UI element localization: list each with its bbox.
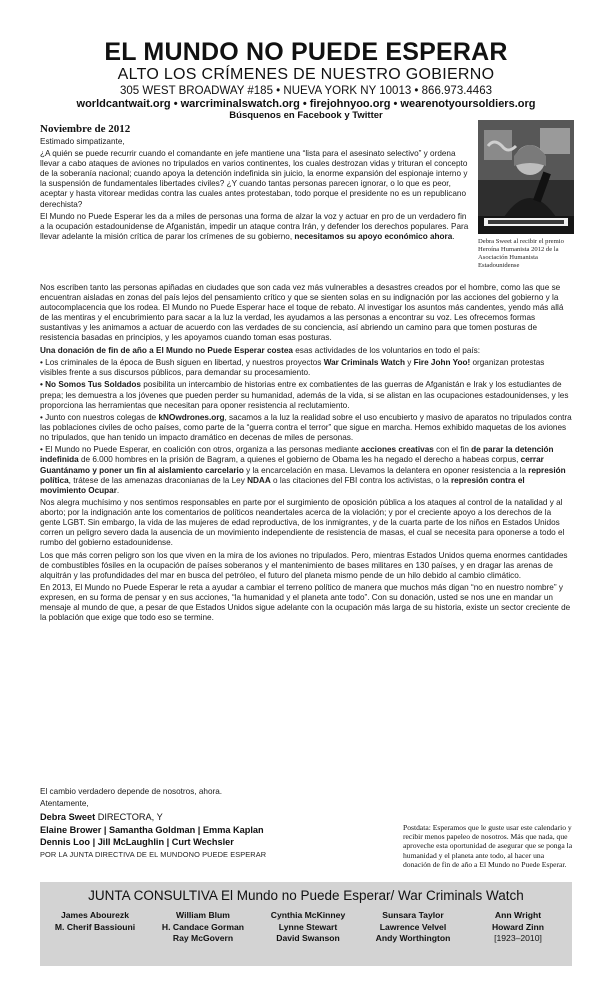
speaker-photo [478,120,574,234]
letter-date: Noviembre de 2012 [40,123,131,135]
page-title: EL MUNDO NO PUEDE ESPERAR [104,38,508,66]
paragraph-question: ¿A quién se puede recurrir cuando el comandante en jefe mantiene una “lista para el asesinato selectivo” y ordena llevar a cabo ataques de aviones no tripulados en varios continentes, los cuales destrozan vidas y trituran el concepto de la soberanía nacional; cuando apoya la detención indefinida sin juicio, la enorme expansión del espionaje interno y la suspensión de fundamentales libertades civiles? ¿Y cuando tantas personas parecen ignorar, o lo que es peor, aceptar y hasta vitorear medidas contra las cuales antes protestaban, todo porque el presidente no es un republicano derechista? [40,149,468,209]
advisor-name: David Swanson [276,933,340,944]
closing-section [40,787,360,811]
paragraph-2013: En 2013, El Mundo no Puede Esperar le reta a ayudar a cambiar el terreno político de manera que muchos más digan “no en nuestro nombre” y expresen, en su forma de pensar y en sus acciones, “la humanidad y el planeta ante todo”. Con su donación, usted se nos une en mandar un mensaje al mundo de que, a pesar de que Estados Unidos sigue adelante con la ocupación más larga de su historia, existe un sector creciente de la población que exige que todo eso se termine. [40,583,571,623]
board-signers-line-1: Elaine Brower | Samantha Goldman | Emma Kaplan [40,824,264,835]
intro-section [40,137,472,244]
advisory-column-4 [360,910,466,945]
donation-lead: Una donación de fin de año a El Mundo no Puede Esperar costea [40,345,293,355]
advisory-board [40,882,572,966]
bullet-soldiers: • No Somos Tus Soldados posibilita un intercambio de historias entre ex combatientes de las guerras de Afganistán e Irak y los estudiantes de prepa; les demuestra a los jóvenes que pueden perder su humanidad, además de la vida, si se alistan en las ocupaciones estadounidenses, y les proporciona las herramientas que necesitan para oponer resistencia al reclutamiento. [40,380,569,410]
advisor-name: Andy Worthington [375,933,451,944]
advisor-name: Cynthia McKinney [270,910,346,920]
closing-line: El cambio verdadero depende de nosotros, ahora. [40,787,223,796]
board-signers-line-2: Dennis Loo | Jill McLaughlin | Curt Wechsler [40,837,234,848]
signers-tagline: POR LA JUNTA DIRECTIVA DE EL MUNDONO PUEDE ESPERAR [40,849,267,859]
advisor-name: Howard Zinn [491,921,545,932]
director-name: Debra Sweet [40,812,96,822]
paragraph-mission: El Mundo no Puede Esperar les da a miles de personas una forma de alzar la voz y actuar en pro de un verdadero fin a la ocupación estadounidense de Afganistán, impedir un ataque contra Irán, y defender los derechos populares. Para llevar adelante la misión crítica de parar los crímenes de su gobierno, necesitamos su apoyo económico ahora. [40,211,469,241]
salutation: Estimado simpatizante, [40,137,125,146]
mailing-address: 305 WEST BROADWAY #185 • NUEVA YORK NY 10013 • 866.973.4463 [120,85,492,97]
advisor-name: H. Candace Gorman [161,921,245,932]
bullet-war-criminals: • Los criminales de la época de Bush siguen en libertad, y nuestros proyectos War Criminals Watch y Fire John Yoo! organizan protestas visibles frente a sus discursos públicos, para demandar su procesamiento. [40,358,545,378]
advisory-column-1 [42,910,148,933]
advisory-board-title: JUNTA CONSULTIVA El Mundo no Puede Esperar/ War Criminals Watch [88,888,524,903]
support-request: necesitamos su apoyo económico ahora [294,231,453,241]
paragraph-outreach: Nos escriben tanto las personas apiñadas en ciudades que son cada vez más vulnerables a desastres creados por el hombre, como las que se encuentran aisladas en zonas del país lejos del pensamiento crítico y que se sienten solas en su indignación por las acciones del gobierno y la autocomplacencia que los rodea. El Mundo no Puede Esperar hace el toque de rebato. Al investigar los asuntos más candentes, yendo más allá de las mentiras y el encubrimiento para sacar a la luz la verdad, les ayudamos a las personas a encontrar su voz. Les ofrecemos formas sustantivas y les animamos a actuar de acuerdo con las verdades de su conciencia, así abriendo un camino para que tomen posturas de resistencia basadas en principios, y les apoyamos cuando toman esas posturas. [40,283,564,343]
advisor-name: Ann Wright [494,910,542,920]
advisory-column-3 [256,910,360,945]
paragraph-climate: Los que más corren peligro son los que viven en la mira de los aviones no tripulados. Pero, mientras Estados Unidos quema enormes cantidades de combustibles fósiles en la ocupación de países soberanos y el mantenimiento de bases militares en 130 países, y en dragar las arenas de alquitrán y las profundidades del mar en busca del petróleo, el futuro del planeta mismo pende de un hilo debido al cambio climático. [40,550,568,580]
page-subtitle: ALTO LOS CRÍMENES DE NUESTRO GOBIERNO [117,66,495,83]
photo-caption: Debra Sweet al recibir el premio Heroína Humanista 2012 de la Asociación Humanista Estadounidense [478,238,564,269]
director-role: DIRECTORA, Y [95,812,163,822]
signature-block [40,811,360,861]
sign-off: Atentamente, [40,799,89,809]
advisory-column-5 [466,910,570,945]
advisory-column-2 [150,910,256,945]
bullet-drones: • Junto con nuestros colegas de kNOwdrones.org, sacamos a la luz la realidad sobre el uso encubierto y masivo de aparatos no tripulados contra las poblaciones civiles de ocho países, como parte de la “guerra contra el terror” que sigue en marcha. Hemos exhibido maquetas de los aviones no tripulados, que han tenido un impacto dramático en decenas de miles de personas. [40,412,572,443]
bullet-detention: • El Mundo no Puede Esperar, en coalición con otros, organiza a las personas mediante acciones creativas con el fin de parar la detención indefinida de 6.000 hombres en la prisión de Bagram, a quienes el gobierno de Obama les ha negado el derecho a habeas corpus, cerrar Guantánamo y poner un fin al aislamiento carcelario y la encarcelación en masa. Llevamos la delantera en oponer resistencia a la represión política, trátese de las amenazas draconianas de la Ley NDAA o las citaciones del FBI contra los activistas, o la represión contra el movimiento Ocupar. [40,445,566,495]
advisor-name: James Abourezk [61,910,129,920]
advisor-name: Lawrence Velvel [379,921,447,932]
advisor-years: [1923–2010] [494,933,542,944]
speaker-photo-illustration [478,120,574,234]
advisor-name: Sunsara Taylor [382,910,444,920]
website-list: worldcantwait.org • warcriminalswatch.org • firejohnyoo.org • wearenotyoursoldiers.org [76,98,536,110]
advisor-name: Ray McGovern [172,933,234,944]
letter-body [40,283,572,626]
director-line [40,811,360,824]
advisor-name: M. Cherif Bassiouni [54,921,136,932]
postscript: Postdata: Esperamos que le guste usar este calendario y recibir menos papeleo de nosotros. Más que nada, que aproveche esta oportunidad de asegurar que se ponga la humanidad y el planeta ante todo, al hacer una donación de fin de año a El Mundo no Puede Esperar. [403,823,573,869]
social-note: Búsquenos en Facebook y Twitter [229,110,383,121]
paragraph-donation: Una donación de fin de año a El Mundo no Puede Esperar costea esas actividades de los voluntarios en todo el país: [40,345,481,355]
advisor-name: William Blum [176,910,230,920]
advisor-name: Lynne Stewart [278,921,338,932]
paragraph-opposition: Nos alegra muchísimo y nos sentimos responsables en parte por el surgimiento de oposición pública a los ataques al control de la natalidad y al aborto; por la indignación ante los comentarios de políticos neandertales acerca de la violación; y por el creciente apoyo a los derechos de la gente LGBT. Sin embargo, la vida de las mujeres de edad reproductiva, de los inmigrantes, y de la cuarta parte de los niños en Estados Unidos corren un peligro severo dada la ausencia de un movimiento independiente de resistencia de masas, el cual se necesita para oponerse a todo el rumbo del gobierno estadounidense. [40,498,565,548]
